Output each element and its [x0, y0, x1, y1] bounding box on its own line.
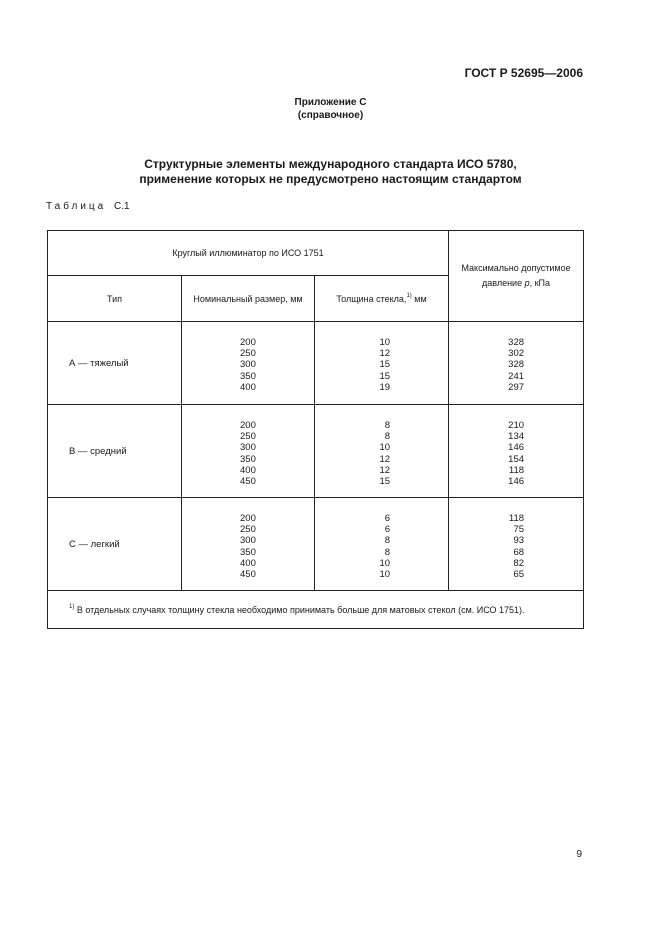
- pressure-value: 241: [508, 370, 525, 382]
- footnote-ref: 1): [406, 292, 412, 299]
- thickness-value: 6: [384, 513, 391, 524]
- pressure-value: 82: [513, 557, 525, 569]
- section-title: [0, 157, 661, 187]
- header-pressure-line-1: Максимально допустимое: [461, 263, 571, 273]
- table-row: [48, 405, 584, 498]
- group-header: Круглый иллюминатор по ИСО 1751: [48, 231, 449, 276]
- header-pressure: [449, 231, 584, 322]
- pressure-value: 210: [508, 420, 525, 431]
- size-value: 400: [240, 381, 256, 393]
- type-cell: А — тяжелый: [48, 322, 182, 405]
- thickness-value: 8: [384, 546, 391, 558]
- pressure-value: 297: [508, 381, 525, 393]
- header-pressure-line-2: [449, 276, 583, 291]
- pressure-value: 154: [508, 453, 525, 465]
- section-title-line-2: применение которых не предусмотрено настоящим стандартом: [139, 172, 522, 186]
- type-cell: В — средний: [48, 405, 182, 498]
- thickness-value: 8: [384, 431, 391, 443]
- thickness-value: 15: [379, 359, 391, 371]
- footnote-text: В отдельных случаях толщину стекла необходимо принимать больше для матовых стекол (см. ИСО 1751).: [74, 604, 525, 615]
- pressure-value: 93: [513, 535, 525, 547]
- thickness-value: 15: [379, 370, 391, 382]
- table-caption-number: С.1: [114, 201, 130, 212]
- section-title-line-1: Структурные элементы международного стандарта ИСО 5780,: [144, 157, 517, 171]
- size-value: 400: [240, 464, 256, 476]
- pressure-cell: [449, 405, 584, 498]
- pressure-value: 65: [513, 568, 525, 580]
- thickness-value: 10: [379, 557, 391, 569]
- thickness-value: 8: [384, 420, 391, 431]
- header-thickness-unit: мм: [411, 293, 427, 304]
- thickness-value: 10: [379, 568, 391, 580]
- pressure-value: 328: [508, 359, 525, 371]
- size-value: 350: [240, 370, 256, 382]
- header-pressure-prefix: давление: [482, 278, 525, 288]
- size-cell: [182, 405, 315, 498]
- pressure-value: 68: [513, 546, 525, 558]
- pressure-value: 146: [508, 442, 525, 454]
- table-footnote: [48, 591, 584, 629]
- table-row: [48, 322, 584, 405]
- thickness-value: 10: [379, 337, 391, 348]
- header-pressure-symbol: p: [524, 278, 530, 288]
- thickness-cell: [315, 322, 449, 405]
- standard-code: ГОСТ Р 52695—2006: [464, 66, 583, 80]
- annex-heading: [0, 96, 661, 122]
- thickness-cell: [315, 405, 449, 498]
- size-value: 300: [240, 442, 256, 454]
- footnote-mark: 1): [69, 603, 75, 610]
- size-value: 350: [240, 453, 256, 465]
- thickness-value: 12: [379, 464, 391, 476]
- pressure-value: 146: [508, 475, 525, 487]
- thickness-value: 19: [379, 381, 391, 393]
- size-cell: [182, 498, 315, 591]
- size-value: 300: [240, 535, 256, 547]
- thickness-cell: [315, 498, 449, 591]
- size-value: 200: [240, 420, 256, 431]
- size-cell: [182, 322, 315, 405]
- size-value: 300: [240, 359, 256, 371]
- pressure-value: 75: [513, 524, 525, 536]
- header-size: Номинальный размер, мм: [182, 276, 315, 322]
- thickness-value: 6: [384, 524, 391, 536]
- header-thickness-label: Толщина стекла,: [336, 293, 407, 304]
- annex-subtitle: (справочное): [297, 110, 364, 121]
- header-pressure-unit: , кПа: [529, 278, 551, 288]
- size-value: 200: [240, 337, 256, 348]
- size-value: 350: [240, 546, 256, 558]
- page-number: 9: [576, 849, 582, 860]
- size-value: 400: [240, 557, 256, 569]
- pressure-value: 134: [508, 431, 525, 443]
- pressure-cell: [449, 498, 584, 591]
- size-value: 250: [240, 348, 256, 360]
- type-cell: С — легкий: [48, 498, 182, 591]
- thickness-value: 12: [379, 453, 391, 465]
- size-value: 250: [240, 431, 256, 443]
- pressure-value: 302: [508, 348, 525, 360]
- header-thickness: [315, 276, 449, 322]
- size-value: 250: [240, 524, 256, 536]
- table-caption-label: Таблица: [46, 201, 107, 212]
- table-caption: [46, 201, 130, 212]
- pressure-value: 328: [508, 337, 525, 348]
- thickness-value: 10: [379, 442, 391, 454]
- annex-title: Приложение С: [294, 97, 367, 108]
- table-row: [48, 498, 584, 591]
- thickness-value: 12: [379, 348, 391, 360]
- thickness-value: 8: [384, 535, 391, 547]
- thickness-value: 15: [379, 475, 391, 487]
- size-value: 450: [240, 568, 256, 580]
- pressure-value: 118: [508, 513, 525, 524]
- size-value: 450: [240, 475, 256, 487]
- pressure-value: 118: [508, 464, 525, 476]
- pressure-cell: [449, 322, 584, 405]
- size-value: 200: [240, 513, 256, 524]
- data-table: [47, 230, 584, 629]
- header-type: Тип: [48, 276, 182, 322]
